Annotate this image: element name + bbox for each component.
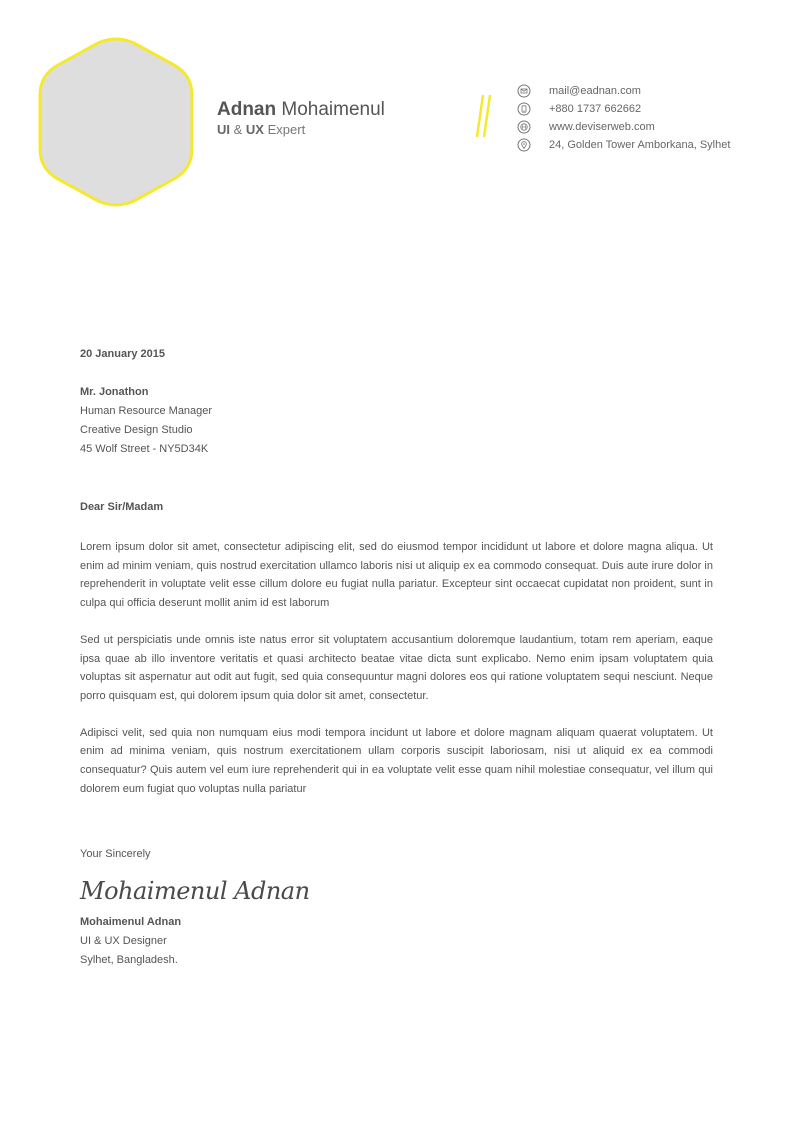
contact-address bbox=[517, 136, 730, 154]
recipient-company: Creative Design Studio bbox=[80, 424, 193, 436]
contact-list bbox=[517, 82, 730, 154]
contact-website[interactable] bbox=[517, 118, 730, 136]
sender-name: Mohaimenul Adnan bbox=[80, 916, 182, 929]
sender-block bbox=[80, 913, 713, 970]
contact-phone[interactable] bbox=[517, 100, 730, 118]
closing-text: Your Sincerely bbox=[80, 848, 151, 861]
role-rest: Expert bbox=[267, 122, 306, 137]
salutation: Dear Sir/Madam bbox=[80, 501, 164, 513]
globe-icon bbox=[517, 120, 531, 134]
profile-photo-placeholder bbox=[38, 37, 194, 207]
paragraph-2: Sed ut perspiciatis unde omnis iste natus error sit voluptatem accusantium doloremque laudantium, totam rem aperiam, eaque ipsa quae ab illo inventore veritatis et quasi architecto beatae vitae dicta sunt explicabo. Nemo enim ipsam voluptatem quia voluptas sit aspernatur aut odit aut fugit, sed quia consequuntur magni dolores eos qui ratione voluptatem sequi nesciunt. Neque porro quisquam est, qui dolorem ipsum quia dolor sit amet, consectetur. bbox=[80, 633, 713, 702]
header-identity bbox=[217, 99, 385, 137]
job-role bbox=[217, 122, 385, 137]
role-ux: UX bbox=[245, 122, 264, 137]
contact-email[interactable] bbox=[517, 82, 730, 100]
email-text: mail@eadnan.com bbox=[549, 85, 641, 97]
letter-body bbox=[80, 345, 713, 970]
full-name bbox=[217, 99, 385, 121]
paragraph-1: Lorem ipsum dolor sit amet, consectetur adipiscing elit, sed do eiusmod tempor incididunt ut labore et dolore magna aliqua. Ut enim ad minim veniam, quis nostrud exercitation ullamco laboris nisi ut aliquip ex ea commodo consequat. Duis aute irure dolor in reprehenderit in voluptate velit esse cillum dolore eu fugiat nulla pariatur. Excepteur sint occaecat cupidatat non proident, sunt in culpa qui officia deserunt mollit anim id est laborum bbox=[80, 541, 713, 610]
first-name: Adnan bbox=[217, 99, 277, 120]
mail-icon bbox=[517, 84, 531, 98]
double-slash-divider-icon bbox=[474, 93, 494, 139]
phone-text: +880 1737 662662 bbox=[549, 103, 642, 115]
recipient-address: 45 Wolf Street - NY5D34K bbox=[80, 443, 209, 455]
role-ui: UI bbox=[217, 122, 230, 137]
recipient-name: Mr. Jonathon bbox=[80, 386, 149, 398]
last-name: Mohaimenul bbox=[281, 99, 385, 120]
hexagon-photo-icon bbox=[38, 37, 194, 207]
recipient-title: Human Resource Manager bbox=[80, 405, 213, 417]
paragraph-3: Adipisci velit, sed quia non numquam eius modi tempora incidunt ut labore et dolore magnam aliquam quaerat voluptatem. Ut enim ad minima veniam, quis nostrum exercitationem ullam corporis suscipit laboriosam, nisi ut aliquid ex ea commodi consequatur? Quis autem vel eum iure reprehenderit qui in ea voluptate velit esse quam nihil molestiae consequatur, vel illum qui dolorem eum fugiat quo voluptas nulla pariatur bbox=[80, 726, 713, 795]
location-icon bbox=[517, 138, 531, 152]
role-amp: & bbox=[233, 122, 243, 137]
sender-location: Sylhet, Bangladesh. bbox=[80, 954, 178, 967]
address-text: 24, Golden Tower Amborkana, Sylhet bbox=[549, 139, 731, 151]
letter-date: 20 January 2015 bbox=[80, 348, 166, 360]
phone-icon bbox=[517, 102, 531, 116]
recipient-block bbox=[80, 383, 713, 459]
website-text: www.deviserweb.com bbox=[549, 121, 655, 133]
sender-title: UI & UX Designer bbox=[80, 935, 167, 948]
handwritten-signature: Mohaimenul Adnan bbox=[80, 877, 310, 906]
